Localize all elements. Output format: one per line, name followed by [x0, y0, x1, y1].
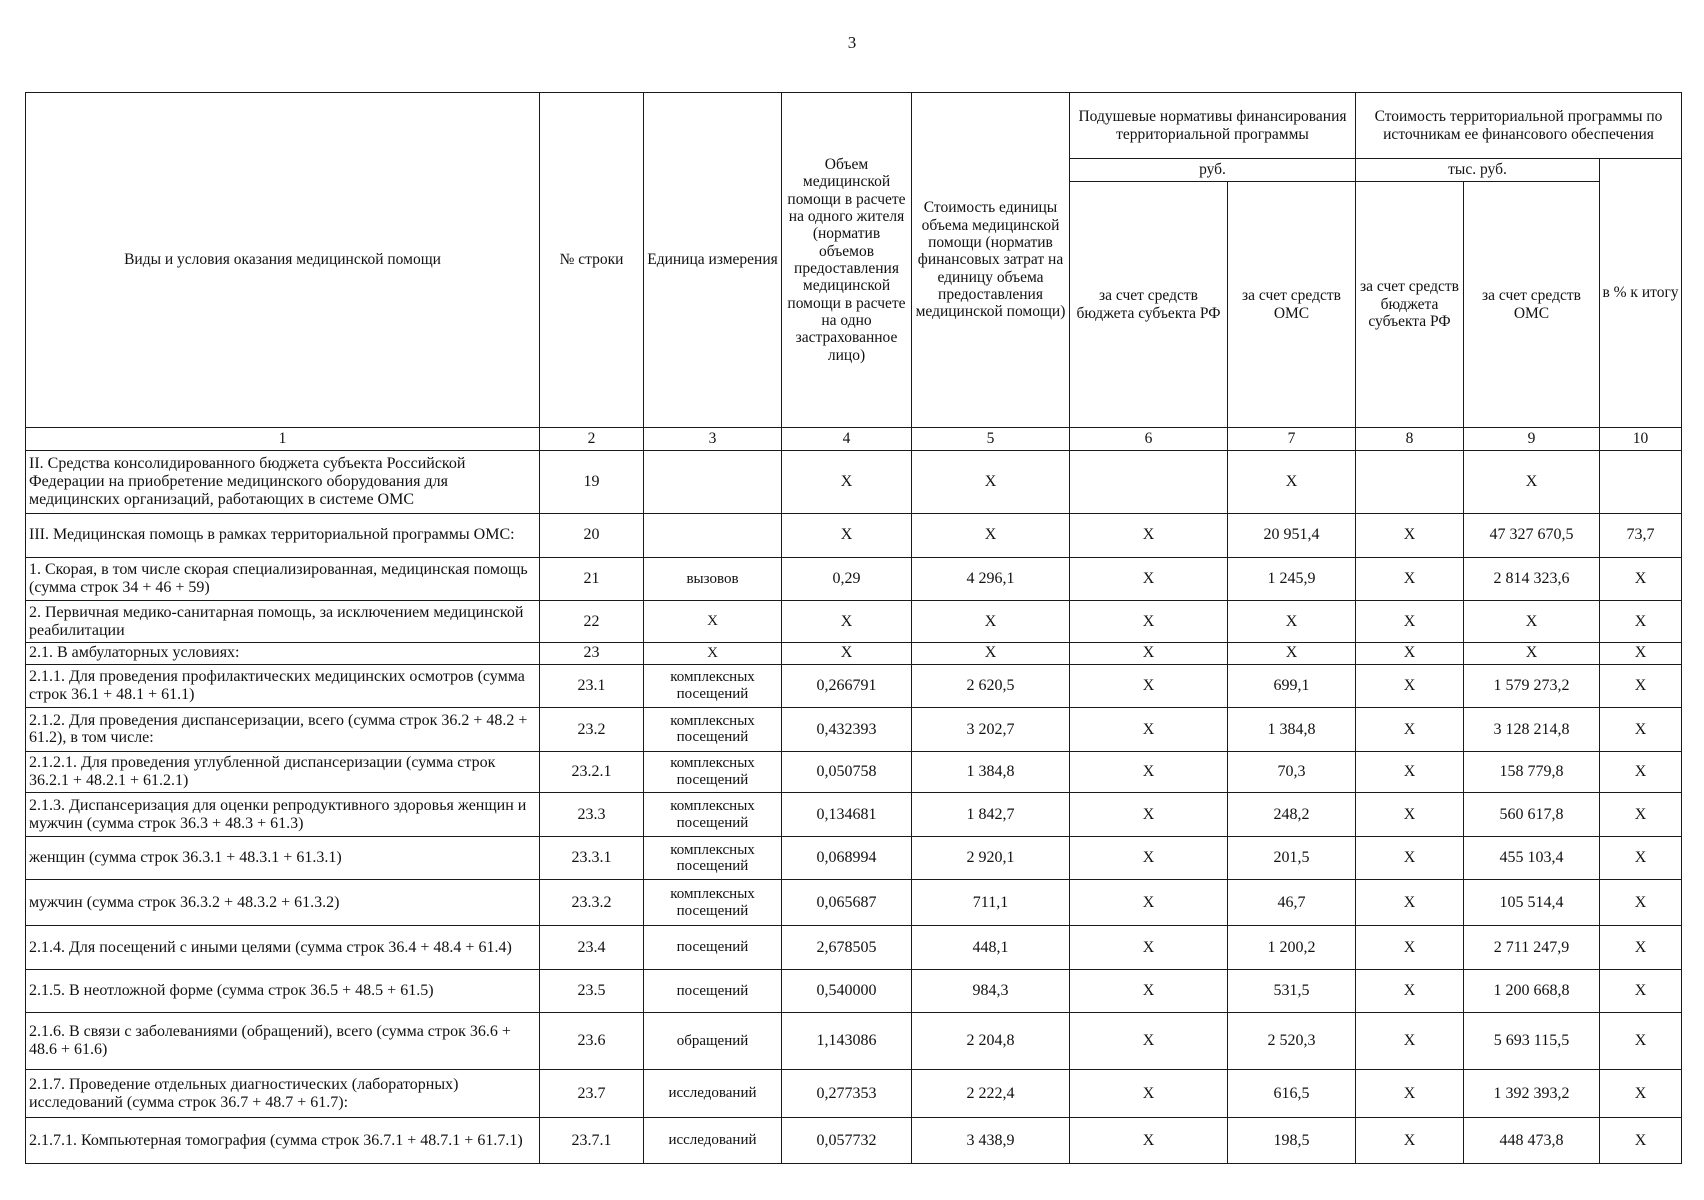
table-row [26, 450, 1682, 513]
column-number: 7 [1228, 428, 1356, 451]
row-norm-budget [1070, 450, 1228, 513]
header-norm-oms: за счет средств ОМС [1228, 182, 1356, 428]
row-cost-oms: 455 103,4 [1464, 836, 1600, 880]
column-number: 8 [1356, 428, 1464, 451]
table-row [26, 708, 1682, 752]
row-volume: X [782, 601, 912, 642]
row-cost-oms: 5 693 115,5 [1464, 1013, 1600, 1070]
row-number: 22 [540, 601, 644, 642]
table-row [26, 836, 1682, 880]
header-unit-cost: Стоимость единицы объема медицинской помощи (норматив финансовых затрат на единицу объема предоставления медицинской помощи) [912, 93, 1070, 428]
row-volume: 0,057732 [782, 1118, 912, 1164]
row-cost-budget: X [1356, 836, 1464, 880]
row-number: 23.3.1 [540, 836, 644, 880]
row-volume: 0,050758 [782, 751, 912, 792]
column-number: 2 [540, 428, 644, 451]
row-cost-budget: X [1356, 557, 1464, 601]
row-cost-oms: 105 514,4 [1464, 880, 1600, 926]
column-number: 6 [1070, 428, 1228, 451]
row-unit: исследований [644, 1070, 782, 1118]
row-norm-oms: 531,5 [1228, 969, 1356, 1013]
row-description: 2.1.7. Проведение отдельных диагностических (лабораторных) исследований (сумма строк 36.7 + 48.7 + 61.7): [26, 1070, 540, 1118]
table-row [26, 751, 1682, 792]
row-norm-oms: 198,5 [1228, 1118, 1356, 1164]
row-unit-cost: X [912, 450, 1070, 513]
row-cost-oms: 1 579 273,2 [1464, 664, 1600, 708]
row-cost-oms: 47 327 670,5 [1464, 514, 1600, 558]
row-norm-oms: X [1228, 601, 1356, 642]
row-norm-oms: 1 200,2 [1228, 926, 1356, 970]
header-cost-budget: за счет средств бюджета субъекта РФ [1356, 182, 1464, 428]
row-norm-budget: X [1070, 514, 1228, 558]
row-description: 2.1.7.1. Компьютерная томография (сумма строк 36.7.1 + 48.7.1 + 61.7.1) [26, 1118, 540, 1164]
row-unit-cost: X [912, 642, 1070, 664]
table-row [26, 601, 1682, 642]
row-volume: X [782, 514, 912, 558]
row-cost-budget: X [1356, 880, 1464, 926]
row-cost-oms: 158 779,8 [1464, 751, 1600, 792]
row-unit-cost: 4 296,1 [912, 557, 1070, 601]
row-unit-cost: 1 384,8 [912, 751, 1070, 792]
row-norm-budget: X [1070, 751, 1228, 792]
header-program-cost: Стоимость территориальной программы по источникам ее финансового обеспечения [1356, 93, 1682, 159]
row-norm-budget: X [1070, 1013, 1228, 1070]
header-unit: Единица измерения [644, 93, 782, 428]
row-description: 2.1.5. В неотложной форме (сумма строк 36.5 + 48.5 + 61.5) [26, 969, 540, 1013]
column-number: 4 [782, 428, 912, 451]
row-norm-budget: X [1070, 557, 1228, 601]
row-norm-budget: X [1070, 793, 1228, 837]
row-cost-budget: X [1356, 708, 1464, 752]
row-norm-budget: X [1070, 708, 1228, 752]
row-norm-budget: X [1070, 601, 1228, 642]
table-row [26, 642, 1682, 664]
header-cost-oms: за счет средств ОМС [1464, 182, 1600, 428]
row-number: 23.2 [540, 708, 644, 752]
row-norm-oms: 70,3 [1228, 751, 1356, 792]
row-cost-budget: X [1356, 751, 1464, 792]
row-unit-cost: X [912, 514, 1070, 558]
row-cost-budget: X [1356, 1070, 1464, 1118]
territorial-program-table [25, 92, 1682, 1164]
row-unit: X [644, 601, 782, 642]
row-cost-budget: X [1356, 1013, 1464, 1070]
row-percent: X [1600, 708, 1682, 752]
row-description: 2.1.2. Для проведения диспансеризации, всего (сумма строк 36.2 + 48.2 + 61.2), в том числе: [26, 708, 540, 752]
row-number: 23.5 [540, 969, 644, 1013]
row-percent [1600, 450, 1682, 513]
row-percent: X [1600, 1118, 1682, 1164]
row-percent: X [1600, 601, 1682, 642]
row-unit [644, 450, 782, 513]
column-number: 1 [26, 428, 540, 451]
row-volume: 0,29 [782, 557, 912, 601]
row-unit: комплексных посещений [644, 751, 782, 792]
row-percent: X [1600, 836, 1682, 880]
row-cost-budget: X [1356, 926, 1464, 970]
row-unit: исследований [644, 1118, 782, 1164]
table-row [26, 793, 1682, 837]
row-number: 23 [540, 642, 644, 664]
row-description: женщин (сумма строк 36.3.1 + 48.3.1 + 61.3.1) [26, 836, 540, 880]
header-row-number: № строки [540, 93, 644, 428]
row-cost-budget: X [1356, 793, 1464, 837]
row-cost-oms: X [1464, 450, 1600, 513]
row-norm-oms: 616,5 [1228, 1070, 1356, 1118]
row-cost-oms: 1 200 668,8 [1464, 969, 1600, 1013]
table-row [26, 969, 1682, 1013]
row-percent: X [1600, 1013, 1682, 1070]
row-percent: X [1600, 793, 1682, 837]
row-description: 2.1.4. Для посещений с иными целями (сумма строк 36.4 + 48.4 + 61.4) [26, 926, 540, 970]
row-cost-oms: 2 711 247,9 [1464, 926, 1600, 970]
row-norm-oms: 20 951,4 [1228, 514, 1356, 558]
row-number: 23.7.1 [540, 1118, 644, 1164]
row-norm-oms: X [1228, 642, 1356, 664]
row-unit-cost: 3 438,9 [912, 1118, 1070, 1164]
column-number: 10 [1600, 428, 1682, 451]
row-percent: X [1600, 664, 1682, 708]
table-row [26, 1070, 1682, 1118]
row-norm-budget: X [1070, 1070, 1228, 1118]
row-number: 21 [540, 557, 644, 601]
row-description: 2. Первичная медико-санитарная помощь, за исключением медицинской реабилитации [26, 601, 540, 642]
row-description: 2.1.6. В связи с заболеваниями (обращений), всего (сумма строк 36.6 + 48.6 + 61.6) [26, 1013, 540, 1070]
table-row [26, 926, 1682, 970]
row-volume: 0,266791 [782, 664, 912, 708]
row-norm-budget: X [1070, 926, 1228, 970]
row-volume: 2,678505 [782, 926, 912, 970]
row-norm-oms: 1 245,9 [1228, 557, 1356, 601]
row-volume: 0,065687 [782, 880, 912, 926]
row-norm-oms: 248,2 [1228, 793, 1356, 837]
row-unit-cost: 2 204,8 [912, 1013, 1070, 1070]
row-cost-oms: X [1464, 601, 1600, 642]
page-number: 3 [847, 33, 857, 52]
row-cost-budget: X [1356, 601, 1464, 642]
row-norm-oms: 699,1 [1228, 664, 1356, 708]
column-number: 3 [644, 428, 782, 451]
column-number: 5 [912, 428, 1070, 451]
row-volume: 0,134681 [782, 793, 912, 837]
row-unit: обращений [644, 1013, 782, 1070]
row-cost-oms: 560 617,8 [1464, 793, 1600, 837]
header-unit-rub: руб. [1070, 159, 1356, 182]
row-description: 2.1.1. Для проведения профилактических медицинских осмотров (сумма строк 36.1 + 48.1 + 61.1) [26, 664, 540, 708]
header-unit-thous-rub: тыс. руб. [1356, 159, 1600, 182]
row-cost-budget: X [1356, 514, 1464, 558]
row-description: 2.1.3. Диспансеризация для оценки репродуктивного здоровья женщин и мужчин (сумма строк 36.3 + 48.3 + 61.3) [26, 793, 540, 837]
row-unit: комплексных посещений [644, 708, 782, 752]
header-percent-of-total: в % к итогу [1600, 159, 1682, 428]
row-cost-oms: 3 128 214,8 [1464, 708, 1600, 752]
row-cost-budget [1356, 450, 1464, 513]
header-types-conditions: Виды и условия оказания медицинской помощи [26, 93, 540, 428]
column-number-row [26, 428, 1682, 451]
row-volume: 1,143086 [782, 1013, 912, 1070]
row-norm-budget: X [1070, 969, 1228, 1013]
row-norm-oms: 46,7 [1228, 880, 1356, 926]
table-row [26, 557, 1682, 601]
header-norm-budget: за счет средств бюджета субъекта РФ [1070, 182, 1228, 428]
row-unit-cost: 984,3 [912, 969, 1070, 1013]
row-norm-oms: 201,5 [1228, 836, 1356, 880]
row-unit: комплексных посещений [644, 793, 782, 837]
row-norm-oms: 2 520,3 [1228, 1013, 1356, 1070]
row-unit-cost: 711,1 [912, 880, 1070, 926]
row-volume: 0,068994 [782, 836, 912, 880]
row-unit: посещений [644, 969, 782, 1013]
header-per-capita-norms: Подушевые нормативы финансирования территориальной программы [1070, 93, 1356, 159]
row-description: 1. Скорая, в том числе скорая специализированная, медицинская помощь (сумма строк 34 + 46 + 59) [26, 557, 540, 601]
table-row [26, 664, 1682, 708]
row-unit-cost: 448,1 [912, 926, 1070, 970]
row-description: 2.1.2.1. Для проведения углубленной диспансеризации (сумма строк 36.2.1 + 48.2.1 + 61.2.1) [26, 751, 540, 792]
row-description: II. Средства консолидированного бюджета субъекта Российской Федерации на приобретение медицинского оборудования для медицинских организаций, работающих в системе ОМС [26, 450, 540, 513]
row-percent: X [1600, 969, 1682, 1013]
row-cost-oms: 2 814 323,6 [1464, 557, 1600, 601]
row-volume: 0,432393 [782, 708, 912, 752]
row-number: 23.3.2 [540, 880, 644, 926]
row-number: 20 [540, 514, 644, 558]
row-percent: X [1600, 926, 1682, 970]
row-unit: X [644, 642, 782, 664]
row-description: мужчин (сумма строк 36.3.2 + 48.3.2 + 61.3.2) [26, 880, 540, 926]
row-unit: комплексных посещений [644, 880, 782, 926]
row-cost-oms: X [1464, 642, 1600, 664]
row-volume: 0,277353 [782, 1070, 912, 1118]
row-unit: вызовов [644, 557, 782, 601]
row-norm-budget: X [1070, 1118, 1228, 1164]
row-volume: X [782, 450, 912, 513]
table-row [26, 514, 1682, 558]
row-cost-oms: 1 392 393,2 [1464, 1070, 1600, 1118]
row-percent: 73,7 [1600, 514, 1682, 558]
row-percent: X [1600, 557, 1682, 601]
row-number: 23.4 [540, 926, 644, 970]
row-norm-oms: 1 384,8 [1228, 708, 1356, 752]
row-percent: X [1600, 1070, 1682, 1118]
table-row [26, 1118, 1682, 1164]
row-unit-cost: 3 202,7 [912, 708, 1070, 752]
row-cost-budget: X [1356, 642, 1464, 664]
row-cost-budget: X [1356, 664, 1464, 708]
row-norm-budget: X [1070, 664, 1228, 708]
row-unit-cost: 2 222,4 [912, 1070, 1070, 1118]
row-number: 23.2.1 [540, 751, 644, 792]
row-cost-budget: X [1356, 969, 1464, 1013]
header-volume-norm: Объем медицинской помощи в расчете на одного жителя (норматив объемов предоставления медицинской помощи в расчете на одно застрахованное лицо) [782, 93, 912, 428]
row-unit: комплексных посещений [644, 836, 782, 880]
row-norm-oms: X [1228, 450, 1356, 513]
row-norm-budget: X [1070, 642, 1228, 664]
row-unit-cost: X [912, 601, 1070, 642]
row-unit-cost: 2 920,1 [912, 836, 1070, 880]
row-percent: X [1600, 751, 1682, 792]
row-unit: комплексных посещений [644, 664, 782, 708]
row-number: 23.1 [540, 664, 644, 708]
row-unit-cost: 2 620,5 [912, 664, 1070, 708]
row-number: 19 [540, 450, 644, 513]
row-number: 23.3 [540, 793, 644, 837]
row-unit: посещений [644, 926, 782, 970]
table-row [26, 1013, 1682, 1070]
row-percent: X [1600, 642, 1682, 664]
row-volume: X [782, 642, 912, 664]
row-norm-budget: X [1070, 880, 1228, 926]
row-cost-budget: X [1356, 1118, 1464, 1164]
row-percent: X [1600, 880, 1682, 926]
row-unit-cost: 1 842,7 [912, 793, 1070, 837]
row-volume: 0,540000 [782, 969, 912, 1013]
row-description: III. Медицинская помощь в рамках территориальной программы ОМС: [26, 514, 540, 558]
column-number: 9 [1464, 428, 1600, 451]
table-row [26, 880, 1682, 926]
row-number: 23.7 [540, 1070, 644, 1118]
row-number: 23.6 [540, 1013, 644, 1070]
row-unit [644, 514, 782, 558]
row-norm-budget: X [1070, 836, 1228, 880]
row-description: 2.1. В амбулаторных условиях: [26, 642, 540, 664]
row-cost-oms: 448 473,8 [1464, 1118, 1600, 1164]
